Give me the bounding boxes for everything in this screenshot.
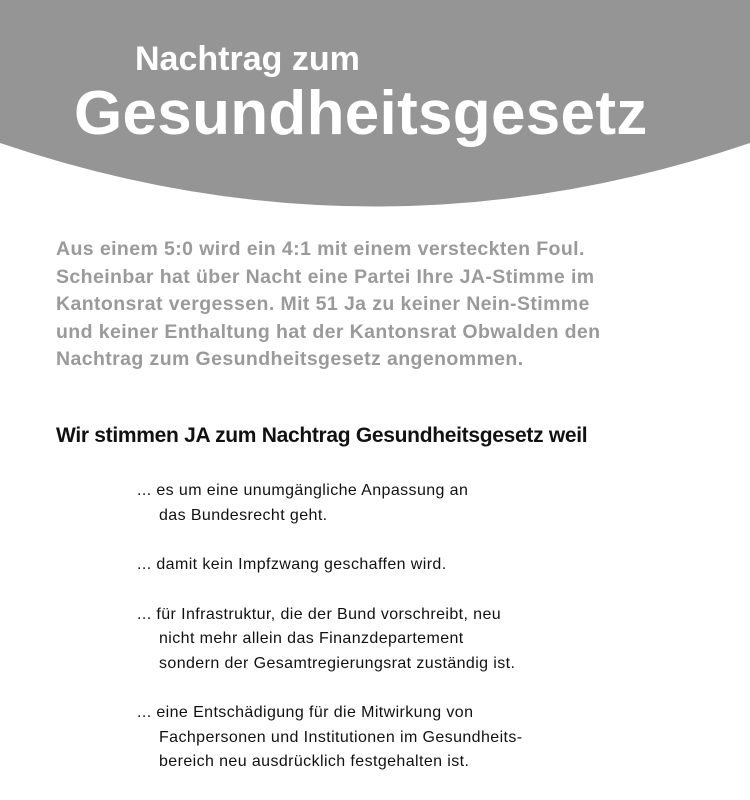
reason-line: das Bundesrecht geht. <box>159 506 328 524</box>
intro-line: Nachtrag zum Gesundheitsgesetz angenommen. <box>56 348 524 370</box>
reasons-heading: Wir stimmen JA zum Nachtrag Gesundheitsgesetz weil <box>56 424 588 447</box>
reason-line: bereich neu ausdrücklich festgehalten ist. <box>159 753 470 770</box>
reason-line: ... damit kein Impfzwang geschaffen wird. <box>137 556 447 573</box>
intro-paragraph <box>56 236 706 374</box>
reason-item <box>137 553 697 578</box>
reason-line: ... für Infrastruktur, die der Bund vorschreibt, neu <box>137 605 502 623</box>
page-title: Gesundheitsgesetz <box>74 79 648 148</box>
intro-line: und keiner Enthaltung hat der Kantonsrat Obwalden den <box>56 320 601 343</box>
reason-item <box>137 479 697 528</box>
reason-line: sondern der Gesamtregierungsrat zuständig ist. <box>159 654 516 672</box>
reasons-list <box>137 479 697 800</box>
reason-line: Fachpersonen und Institutionen im Gesundheits- <box>159 728 523 746</box>
reason-line: ... eine Entschädigung für die Mitwirkung von <box>137 704 474 721</box>
intro-line: Scheinbar hat über Nacht eine Partei Ihre JA-Stimme im <box>56 265 595 288</box>
reason-item <box>137 701 697 775</box>
reason-line: ... es um eine unumgängliche Anpassung an <box>137 482 469 499</box>
reason-line: nicht mehr allein das Finanzdepartement <box>159 630 464 647</box>
intro-line: Kantonsrat vergessen. Mit 51 Ja zu keiner Nein-Stimme <box>56 293 590 315</box>
header-kicker: Nachtrag zum <box>135 40 360 78</box>
intro-line: Aus einem 5:0 wird ein 4:1 mit einem versteckten Foul. <box>56 238 585 260</box>
reason-item <box>137 603 697 677</box>
